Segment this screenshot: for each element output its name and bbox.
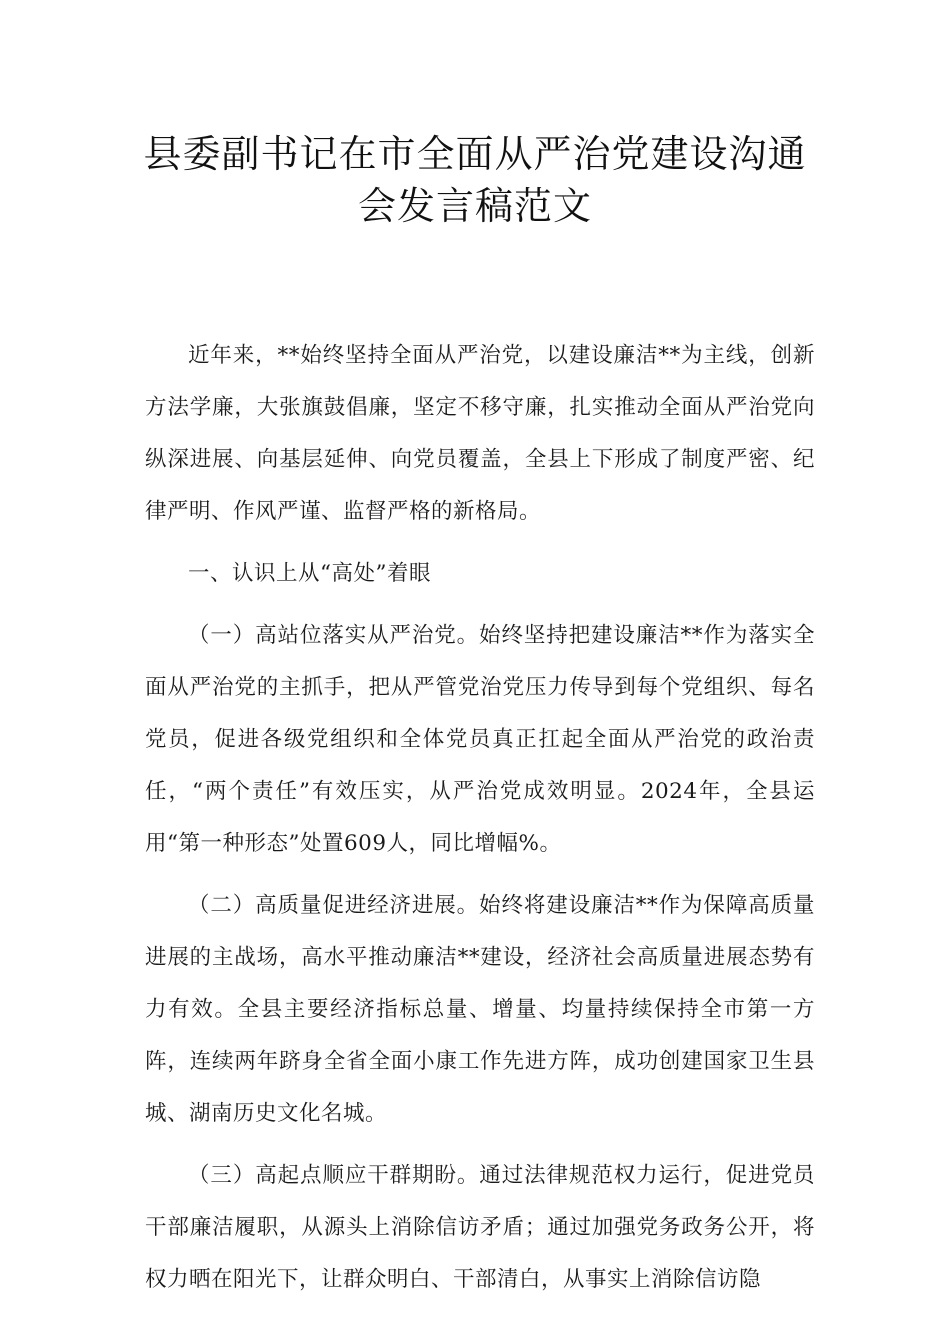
document-body bbox=[145, 330, 815, 1316]
document-title-line-1: 县委副书记在市全面从严治党建设沟通 bbox=[143, 132, 807, 176]
intro-paragraph: 近年来，**始终坚持全面从严治党，以建设廉洁**为主线，创新方法学廉，大张旗鼓倡廉，坚定不移守廉，扎实推动全面从严治党向纵深进展、向基层延伸、向党员覆盖，全县上下形成了制度严密、纪律严明、作风严谨、监督严格的新格局。 bbox=[145, 343, 815, 524]
section-heading-1: 一、认识上从“高处”着眼 bbox=[188, 561, 431, 586]
document-title bbox=[120, 128, 830, 232]
paragraph-subsection-3: （三）高起点顺应干群期盼。通过法律规范权力运行，促进党员干部廉洁履职，从源头上消除信访矛盾；通过加强党务政务公开，将权力晒在阳光下，让群众明白、干部清白，从事实上消除信访隐 bbox=[145, 1163, 815, 1292]
paragraph-subsection-2: （二）高质量促进经济进展。始终将建设廉洁**作为保障高质量进展的主战场，高水平推动廉洁**建设，经济社会高质量进展态势有力有效。全县主要经济指标总量、增量、均量持续保持全市第一方阵，连续两年跻身全省全面小康工作先进方阵，成功创建国家卫生县城、湖南历史文化名城。 bbox=[145, 893, 815, 1126]
document-title-line-2: 会发言稿范文 bbox=[357, 184, 592, 228]
paragraph-subsection-1: （一）高站位落实从严治党。始终坚持把建设廉洁**作为落实全面从严治党的主抓手，把从严管党治党压力传导到每个党组织、每名党员，促进各级党组织和全体党员真正扛起全面从严治党的政治责任，“两个责任”有效压实，从严治党成效明显。2024年，全县运用“第一种形态”处置609人，同比增幅%。 bbox=[145, 623, 815, 856]
